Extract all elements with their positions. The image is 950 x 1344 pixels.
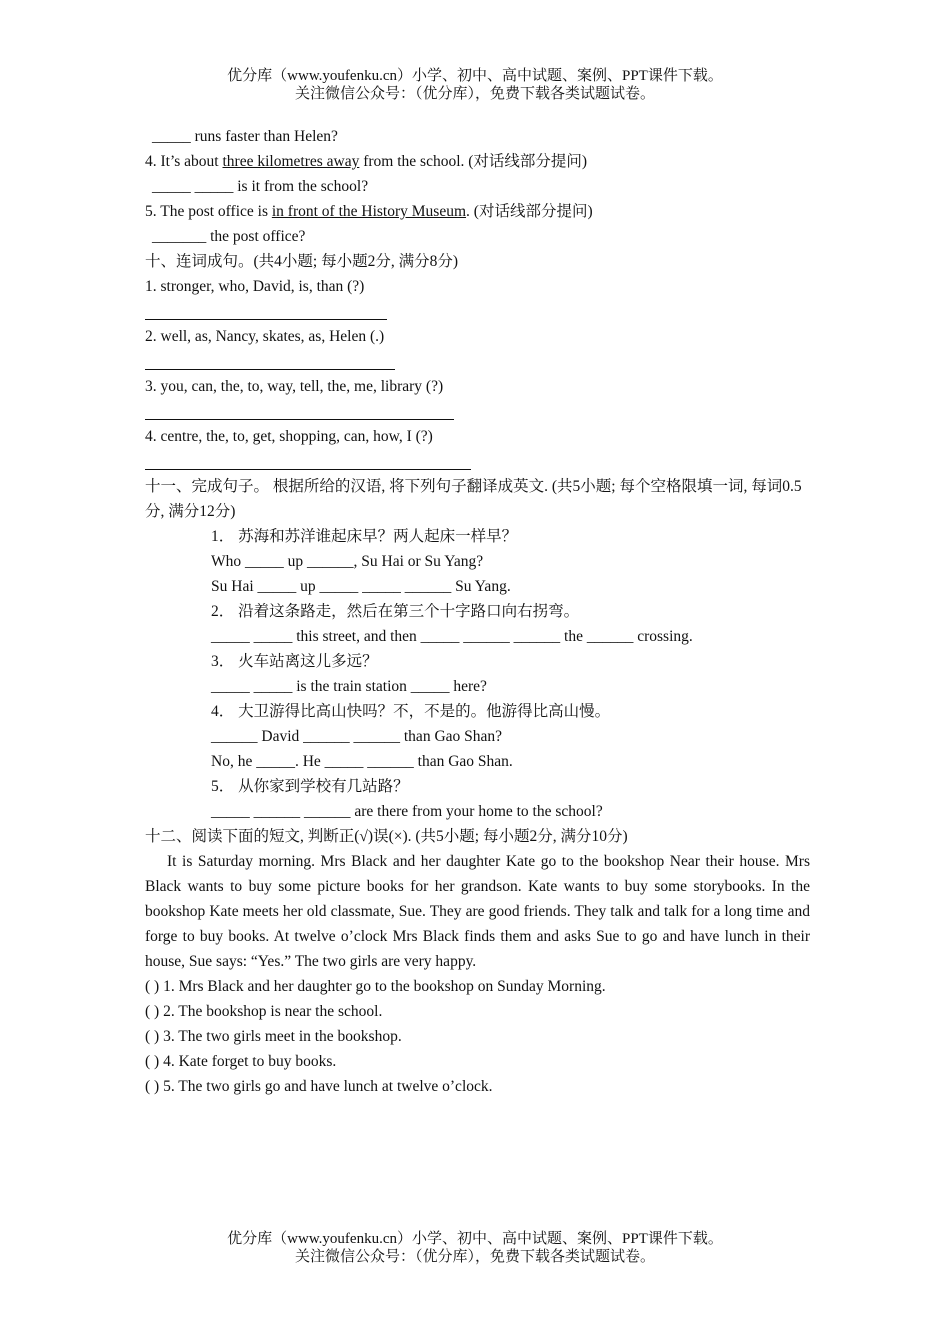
q5-answer-line: _______ the post office? — [152, 228, 306, 245]
part11-q1-line-b: Su Hai _____ up _____ _____ ______ Su Yang. — [211, 578, 511, 595]
header-line-2: 关注微信公众号：（优分库），免费下载各类试题试卷。 — [294, 86, 655, 102]
part11-q5-chinese: 5． 从你家到学校有几站路？ — [211, 778, 409, 795]
part10-q3: 3. you, can, the, to, way, tell, the, me, library (?) — [145, 378, 444, 395]
q4-prefix: 4. It’s about — [145, 153, 223, 170]
part11-q3-chinese: 3． 火车站离这儿多远？ — [211, 653, 378, 670]
part11-q4-chinese: 4． 大卫游得比高山快吗？不，不是的。他游得比高山慢。 — [211, 703, 611, 720]
answer-rule — [145, 305, 387, 320]
answer-line — [145, 299, 810, 324]
judgement-item-5: ( ) 5. The two girls go and have lunch at twelve o’clock. — [145, 1078, 493, 1095]
answer-rule — [145, 355, 395, 370]
footer-line-1: 优分库（www.youfenku.cn）小学、初中、高中试题、案例、PPT课件下载。 — [227, 1231, 723, 1247]
part11-q2-line-a: _____ _____ this street, and then _____ ______ ______ the ______ crossing. — [211, 628, 693, 645]
header-line-1: 优分库（www.youfenku.cn）小学、初中、高中试题、案例、PPT课件下载。 — [227, 68, 723, 84]
part11-q4-line-b: No, he _____. He _____ ______ than Gao Shan. — [211, 753, 513, 770]
judgement-item-3: ( ) 3. The two girls meet in the bookshop. — [145, 1028, 402, 1045]
answer-line — [145, 399, 810, 424]
footer-line-2: 关注微信公众号：（优分库），免费下载各类试题试卷。 — [294, 1249, 655, 1265]
answer-rule — [145, 455, 471, 470]
q5-prefix: 5. The post office is — [145, 203, 272, 220]
q3-answer-line: _____ runs faster than Helen? — [152, 128, 338, 145]
judgement-item-1: ( ) 1. Mrs Black and her daughter go to the bookshop on Sunday Morning. — [145, 978, 606, 995]
q4-suffix: from the school. (对话线部分提问) — [359, 153, 588, 170]
part11-q3-line-a: _____ _____ is the train station _____ here? — [211, 678, 487, 695]
q5-prompt — [145, 199, 810, 224]
part11-q5-line-a: _____ ______ ______ are there from your home to the school? — [211, 803, 603, 820]
part10-q1: 1. stronger, who, David, is, than (?) — [145, 278, 365, 295]
part10-q2: 2. well, as, Nancy, skates, as, Helen (.) — [145, 328, 385, 345]
judgement-item-2: ( ) 2. The bookshop is near the school. — [145, 1003, 383, 1020]
page-footer — [0, 1230, 950, 1266]
reading-passage: It is Saturday morning. Mrs Black and her daughter Kate go to the bookshop Near their house. Mrs Black wants to buy some picture books for her grandson. Kate wants to buy some storybooks. In the bookshop Kate meets her old classmate, Sue. They are good friends. They talk and talk for a long time and forge to buy books. At twelve o’clock Mrs Black finds them and asks Sue to go and have lunch in their house, Sue says: “Yes.” The two girls are very happy. — [145, 853, 810, 970]
q4-prompt — [145, 149, 810, 174]
page-header — [0, 67, 950, 103]
part11-q1-line-a: Who _____ up ______, Su Hai or Su Yang? — [211, 553, 484, 570]
worksheet-body — [145, 124, 810, 1099]
part11-title: 十一、完成句子。 根据所给的汉语, 将下列句子翻译成英文. (共5小题; 每个空格限填一词, 每词0.5分, 满分12分) — [145, 478, 802, 520]
answer-line — [145, 449, 810, 474]
q5-underlined: in front of the History Museum — [271, 203, 467, 220]
q4-underlined: three kilometres away — [222, 153, 360, 170]
q4-answer-line: _____ _____ is it from the school? — [152, 178, 369, 195]
judgement-item-4: ( ) 4. Kate forget to buy books. — [145, 1053, 337, 1070]
part11-q2-chinese: 2． 沿着这条路走，然后在第三个十字路口向右拐弯。 — [211, 603, 580, 620]
part11-q4-line-a: ______ David ______ ______ than Gao Shan? — [211, 728, 503, 745]
part12-title: 十二、阅读下面的短文, 判断正(√)误(×). (共5小题; 每小题2分, 满分10分) — [145, 828, 628, 845]
answer-rule — [145, 405, 454, 420]
q5-suffix: . (对话线部分提问) — [466, 203, 593, 220]
part10-q4: 4. centre, the, to, get, shopping, can, how, I (?) — [145, 428, 433, 445]
part11-q1-chinese: 1． 苏海和苏洋谁起床早？两人起床一样早？ — [211, 528, 518, 545]
answer-line — [145, 349, 810, 374]
part10-title: 十、连词成句。(共4小题; 每小题2分, 满分8分) — [145, 253, 459, 270]
